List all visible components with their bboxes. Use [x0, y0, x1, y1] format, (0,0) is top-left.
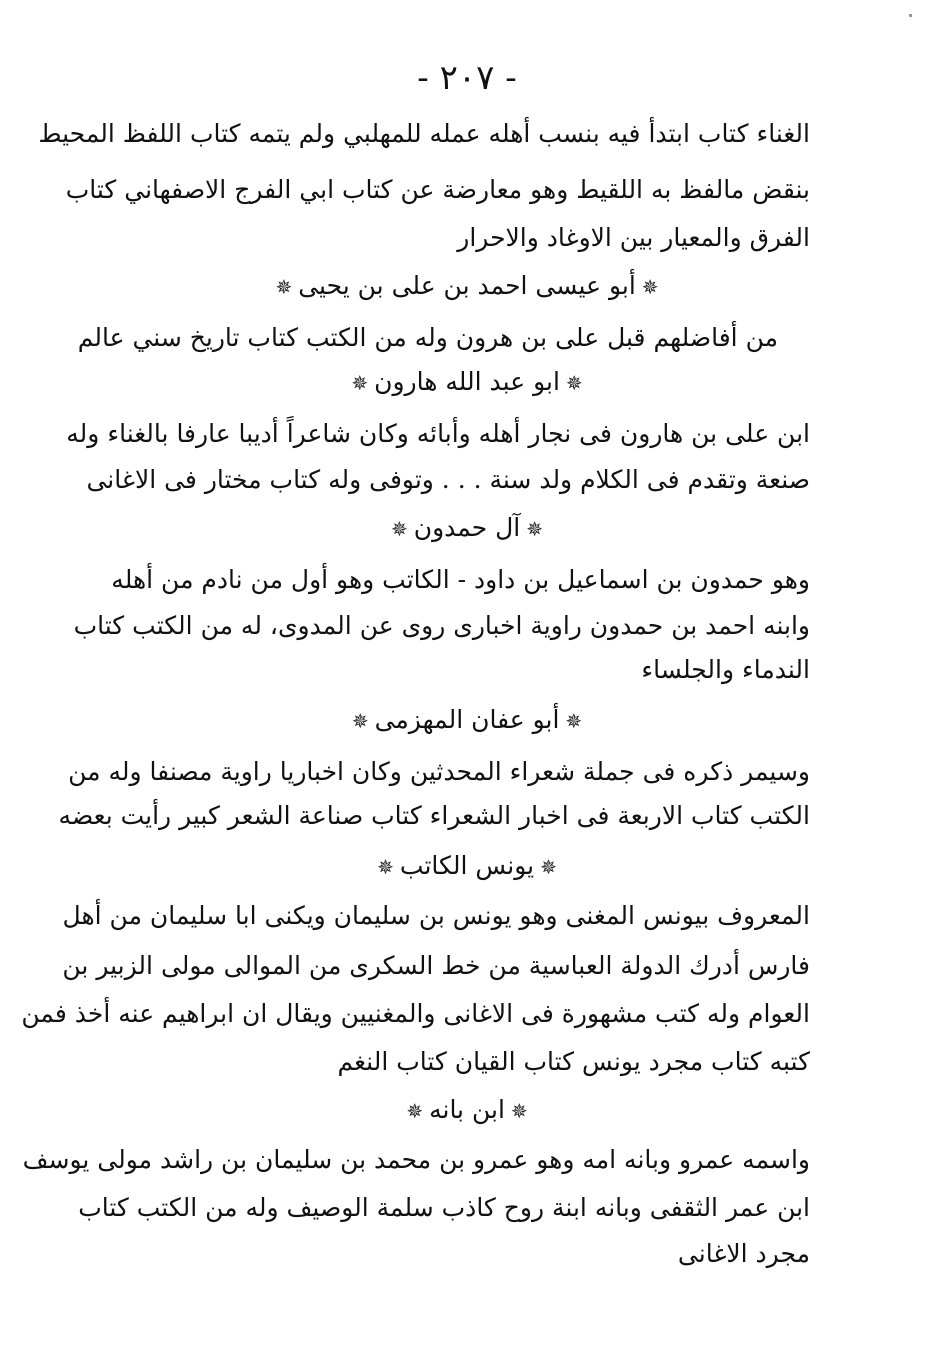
text-line: وابنه احمد بن حمدون راوية اخبارى روى عن المدوى، له من الكتب كتاب	[73, 611, 810, 640]
ornament-icon: ✵	[565, 371, 583, 395]
ornament-icon: ✵	[510, 1099, 528, 1123]
ornament-icon: ✵	[406, 1099, 424, 1123]
heading-text: يونس الكاتب	[399, 851, 535, 880]
corner-mark	[909, 14, 912, 17]
section-heading	[0, 266, 934, 307]
text-line: وهو حمدون بن اسماعيل بن داود - الكاتب وهو أول من نادم من أهله	[111, 565, 810, 594]
ornament-icon: ✵	[565, 709, 583, 733]
ornament-icon: ✵	[351, 371, 369, 395]
text-line: الندماء والجلساء	[641, 655, 810, 684]
section-heading	[0, 362, 934, 403]
text-line: من أفاضلهم قبل على بن هرون وله من الكتب كتاب تاريخ سني عالم	[77, 323, 778, 352]
heading-text: ابن بانه	[429, 1095, 505, 1124]
page-number: - ٢٠٧ -	[417, 58, 517, 98]
heading-text: ابو عبد الله هارون	[374, 367, 560, 396]
text-line: مجرد الاغانى	[677, 1239, 810, 1268]
heading-text: آل حمدون	[413, 513, 521, 542]
text-line: العوام وله كتب مشهورة فى الاغانى والمغنيين ويقال ان ابراهيم عنه أخذ فمن	[21, 999, 810, 1028]
text-line: كتبه كتاب مجرد يونس كتاب القيان كتاب النغم	[337, 1047, 810, 1076]
ornament-icon: ✵	[351, 709, 369, 733]
ornament-icon: ✵	[641, 275, 659, 299]
text-line: وسيمر ذكره فى جملة شعراء المحدثين وكان اخباريا راوية مصنفا وله من	[68, 757, 810, 786]
text-line: بنقض مالفظ به اللقيط وهو معارضة عن كتاب ابي الفرج الاصفهاني كتاب	[65, 175, 810, 204]
text-line: المعروف بيونس المغنى وهو يونس بن سليمان ويكنى ابا سليمان من أهل	[62, 901, 810, 930]
ornament-icon: ✵	[526, 517, 544, 541]
section-heading	[0, 700, 934, 741]
text-line: فارس أدرك الدولة العباسية من خط السكرى من الموالى مولى الزبير بن	[62, 951, 810, 980]
text-line: الفرق والمعيار بين الاوغاد والاحرار	[457, 223, 810, 252]
section-heading	[0, 1090, 934, 1131]
ornament-icon: ✵	[377, 855, 394, 879]
ornament-icon: ✵	[540, 855, 557, 879]
section-heading	[0, 846, 934, 887]
text-line: صنعة وتقدم فى الكلام ولد سنة . . . وتوفى وله كتاب مختار فى الاغانى	[86, 465, 810, 494]
text-line: ابن على بن هارون فى نجار أهله وأبائه وكان شاعراً أديبا عارفا بالغناء وله	[66, 419, 810, 448]
heading-text: أبو عفان المهزمى	[374, 705, 560, 734]
section-heading	[0, 508, 934, 549]
text-line: ابن عمر الثقفى وبانه ابنة روح كاذب سلمة الوصيف وله من الكتب كتاب	[78, 1193, 810, 1222]
text-line: الغناء كتاب ابتدأ فيه بنسب أهله عمله للمهلبي ولم يتمه كتاب اللفظ المحيط	[38, 119, 810, 148]
text-line: واسمه عمرو وبانه امه وهو عمرو بن محمد بن سليمان بن راشد مولى يوسف	[22, 1145, 810, 1174]
ornament-icon: ✵	[390, 517, 408, 541]
ornament-icon: ✵	[275, 275, 293, 299]
heading-text: أبو عيسى احمد بن على بن يحيى	[298, 271, 636, 300]
text-line: الكتب كتاب الاربعة فى اخبار الشعراء كتاب صناعة الشعر كبير رأيت بعضه	[58, 801, 810, 830]
